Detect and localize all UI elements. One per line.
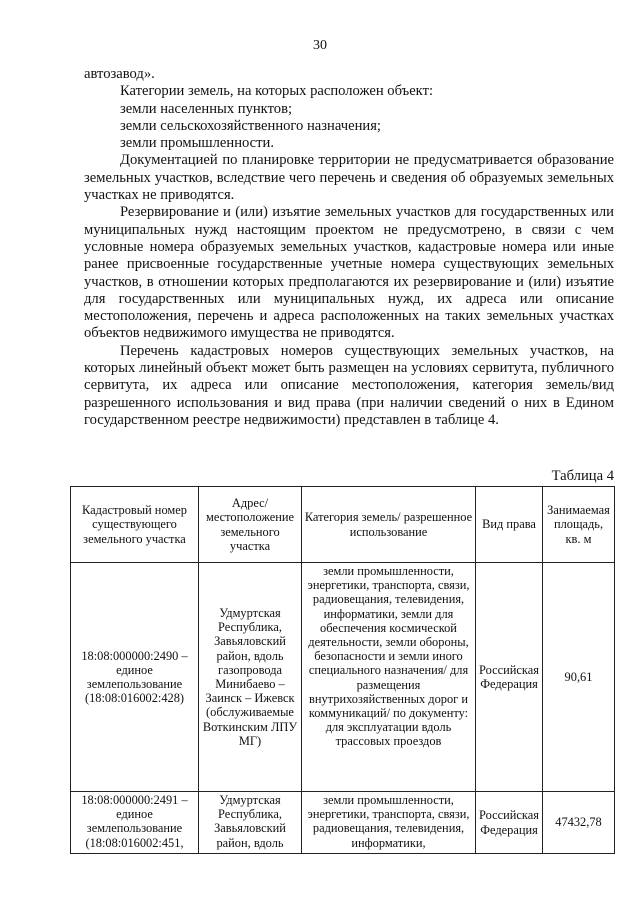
cell-address: Удмуртская Республика, Завьяловский район, вдоль газопровода Минибаево – Заинск – Ижевск (обслуживаемые Воткинским ЛПУ МГ) [199,563,302,792]
header-cadastral: Кадастровый номер существующего земельного участка [71,487,199,563]
header-area: Занимаемая площадь, кв. м [543,487,615,563]
list-item: земли населенных пунктов; [120,100,293,117]
header-address: Адрес/ местоположение земельного участка [199,487,302,563]
cell-right: Российская Федерация [476,792,543,854]
cell-area: 47432,78 [543,792,615,854]
cell-category: земли промышленности, энергетики, транспорта, связи, радиовещания, телевидения, информатики, земли для обеспечения космической деятельности, земли обороны, безопасности и земли иного специального назначения/ для размещения внутрихозяйственных дорог и коммуникаций/ по документу: для эксплуатации вдоль трассовых проездов [302,563,476,792]
header-category: Категория земель/ разрешенное использование [302,487,476,563]
paragraph: автозавод». [84,66,155,82]
cell-cadastral: 18:08:000000:2491 – единое землепользование (18:08:016002:451, [71,792,199,854]
table-row [71,563,615,792]
cell-right: Российская Федерация [476,563,543,792]
body-text [84,66,614,429]
paragraph: Перечень кадастровых номеров существующих земельных участков, на которых линейный объект может быть размещен на условиях сервитута, публичного сервитута, их адреса или описание местоположения, категория земель/вид разрешенного использования и вид права (при наличии сведений о них в Едином государственном реестре недвижимости) представлен в таблице 4. [84,342,614,428]
table-header-row [71,487,615,563]
land-plots-table [70,486,615,854]
cell-category: земли промышленности, энергетики, транспорта, связи, радиовещания, телевидения, информатики, [302,792,476,854]
header-right: Вид права [476,487,543,563]
paragraph: Документацией по планировке территории не предусматривается образование земельных участков, вследствие чего перечень и сведения об образуемых земельных участках не приводятся. [84,152,614,204]
list-item: земли промышленности. [120,135,274,152]
cell-address: Удмуртская Республика, Завьяловский район, вдоль [199,792,302,854]
table-row [71,792,615,854]
list-item: земли сельскохозяйственного назначения; [120,117,381,134]
table-caption: Таблица 4 [551,468,614,484]
paragraph: Резервирование и (или) изъятие земельных участков для государственных или муниципальных нужд настоящим проектом не предусмотрено, в связи с чем условные номера образуемых земельных участков, кадастровые номера или иные ранее присвоенные государственные учетные номера существующих земельных участков, в отношении которых предполагаются их резервирование и (или) изъятие для государственных или муниципальных нужд, их адреса или описание местоположения, перечень и адреса расположенных на таких земельных участках объектов недвижимого имущества не приводятся. [84,204,614,342]
page-number: 30 [313,38,327,53]
cell-cadastral: 18:08:000000:2490 – единое землепользование (18:08:016002:428) [71,563,199,792]
paragraph: Категории земель, на которых расположен объект: [120,83,434,100]
cell-area: 90,61 [543,563,615,792]
